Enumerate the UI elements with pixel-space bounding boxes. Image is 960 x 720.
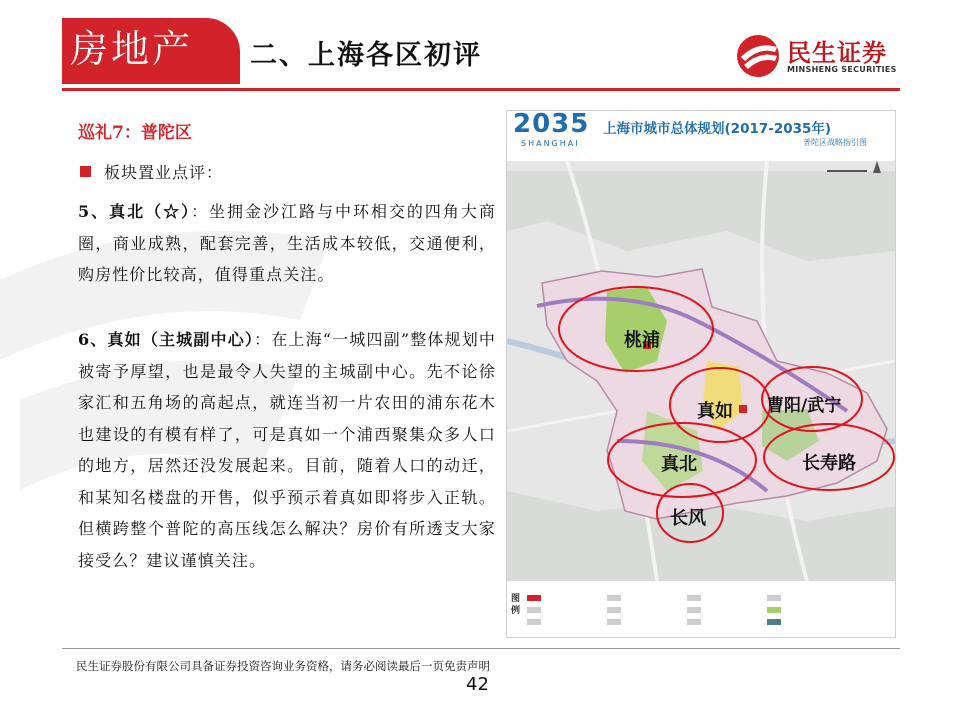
map-legend-label: 图例	[511, 594, 521, 616]
disclaimer: 民生证券股份有限公司具备证券投资咨询业务资格，请务必阅读最后一页免责声明	[76, 659, 490, 673]
category-tag-label: 房地产	[70, 27, 194, 71]
bullet-heading: 板块置业点评：	[104, 163, 224, 182]
district-subtitle: 巡礼7：普陀区	[78, 123, 192, 143]
place-label-zhenbei: 真北	[661, 454, 697, 475]
place-label-zhenru: 真如	[697, 401, 733, 422]
paragraph-lead: 6、真如（主城副中心）	[78, 330, 255, 349]
section-title: 二、上海各区初评	[250, 40, 482, 71]
place-label-taopu: 桃浦	[624, 330, 660, 351]
page-number: 42	[466, 674, 489, 695]
place-label-changshou: 长寿路	[802, 453, 856, 474]
footer-rule	[62, 648, 900, 649]
map-logo-city: SHANGHAI	[521, 139, 580, 148]
place-label-changfeng: 长风	[670, 508, 706, 529]
map-title: 上海市城市总体规划(2017-2035年)	[603, 121, 832, 137]
map-subtitle: 普陀区战略指引图	[803, 138, 867, 147]
place-label-caoyang: 曹阳/武宁	[767, 396, 842, 416]
paragraph-body: ：坐拥金沙江路与中环相交的四角大商圈，商业成熟，配套完善，生活成本较低，交通便利，购房性价比较高，值得重点关注。	[78, 202, 496, 284]
map-logo-year: 2035	[513, 110, 590, 139]
paragraph-lead: 5、真北（☆）	[78, 202, 192, 221]
paragraph-body: ：在上海“一城四副”整体规划中被寄予厚望，也是最令人失望的主城副中心。先不论徐家汇和五角场的高起点，就连当初一片农田的浦东花木也建设的有模有样了，可是真如一个浦西聚集众多人口的地方，居然还没发展起来。目前，随着人口的动迁，和某知名楼盘的开售，似乎预示着真如即将步入正轨。但横跨整个普陀的高压线怎么解决？房价有所透支大家接受么？建议谨慎关注。	[78, 330, 496, 570]
brand-name-cn: 民生证券	[787, 39, 887, 67]
brand-name-en: MINSHENG SECURITIES	[787, 65, 897, 74]
